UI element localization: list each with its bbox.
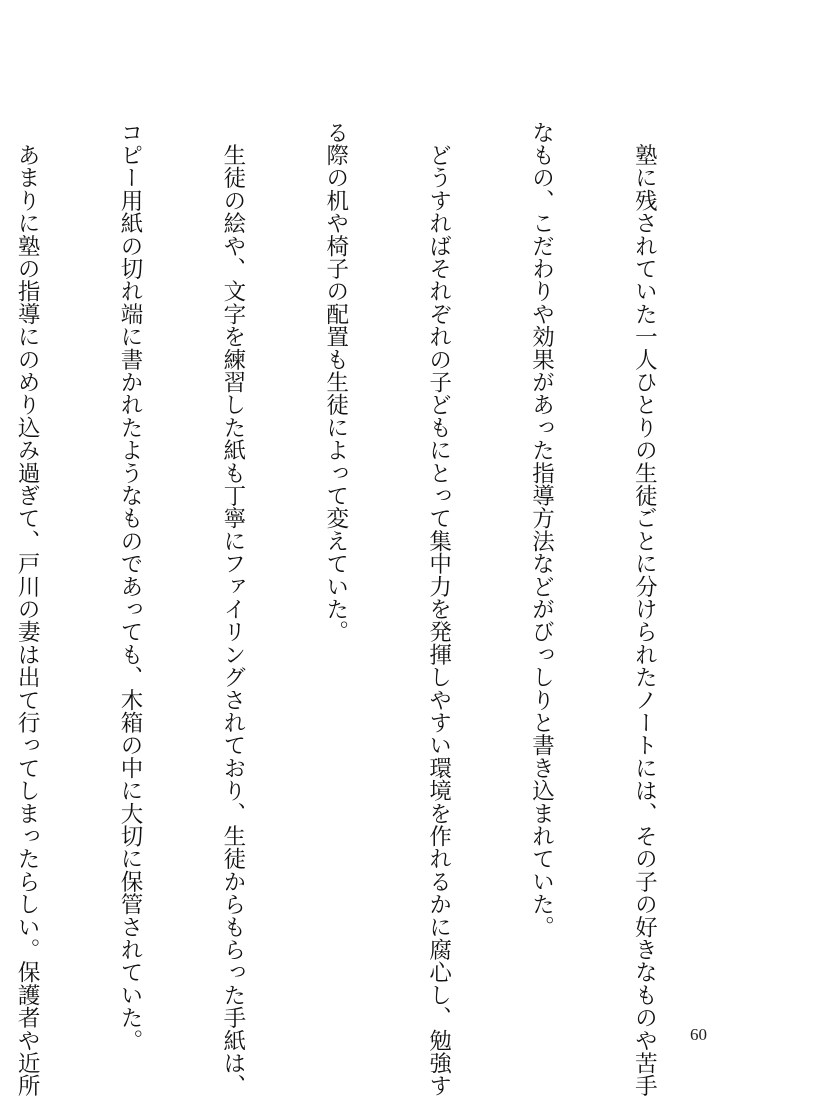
- text-line: あまりに塾の指導にのめり込み過ぎて、戸川の妻は出て行ってしまったらしい。保護者や近所: [14, 121, 41, 1098]
- text-line: なもの、こだわりや効果があった指導方法などがびっしりと書き込まれていた。: [528, 121, 555, 939]
- text-line: 塾に残されていた一人ひとりの生徒ごとに分けられたノートには、その子の好きなものや苦手: [631, 121, 658, 1098]
- text-line: コピー用紙の切れ端に書かれたようなものであっても、木箱の中に大切に保管されていた。: [116, 121, 143, 1052]
- text-line: 生徒の絵や、文字を練習した紙も丁寧にファイリングされており、生徒からもらった手紙は、: [219, 121, 246, 1098]
- text-line: る際の机や椅子の配置も生徒によって変えていた。: [322, 121, 349, 644]
- text-line: どうすればそれぞれの子どもにとって集中力を発揮しやすい環境を作れるかに腐心し、勉強す: [425, 121, 452, 1098]
- page-number: 60: [690, 1025, 707, 1044]
